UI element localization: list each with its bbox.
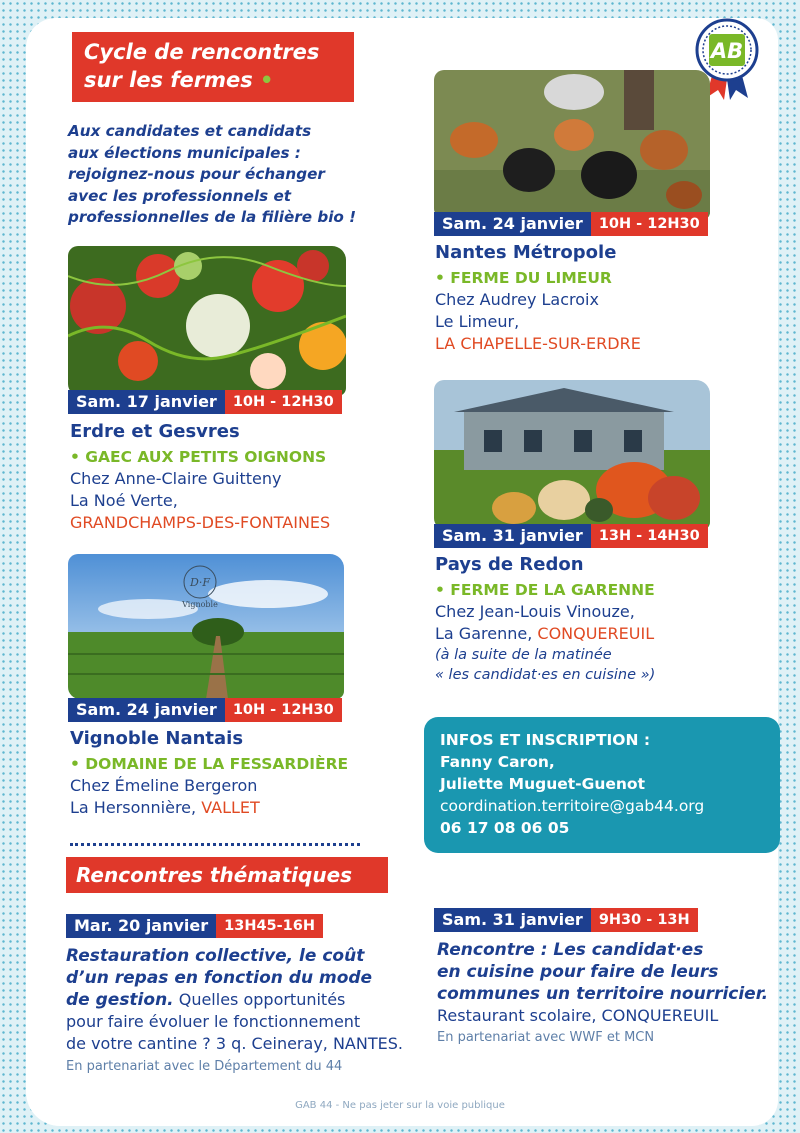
title-line-1: Cycle de rencontres	[84, 40, 320, 64]
event-city: VALLET	[201, 798, 260, 817]
title-line-2: sur les fermes	[84, 68, 253, 92]
vegetables-photo	[68, 246, 346, 396]
event-region: Erdre et Gesvres	[70, 421, 240, 442]
dotted-divider	[70, 843, 360, 846]
theme-date: Mar. 20 janvier	[66, 914, 216, 938]
theme-title-line: d’un repas en fonction du mode	[66, 968, 373, 988]
theme-details	[66, 945, 416, 1076]
theme-date-tag	[66, 914, 323, 938]
theme-mixed-line	[66, 1033, 416, 1055]
theme-title-line: de gestion.	[66, 990, 174, 1010]
event-place-row	[70, 797, 400, 819]
theme-text: Quelles opportunités	[173, 990, 346, 1009]
theme-title-line: Rencontre : Les candidat·es	[437, 940, 704, 960]
theme-mixed-line	[66, 989, 416, 1011]
theme-text: pour faire évoluer le fonctionnement	[66, 1012, 361, 1031]
event-date-tag	[68, 390, 342, 414]
event-date: Sam. 24 janvier	[68, 698, 225, 722]
event-farm: • GAEC AUX PETITS OIGNONS	[70, 448, 327, 466]
event-date: Sam. 24 janvier	[434, 212, 591, 236]
event-note: (à la suite de la matinée	[435, 647, 612, 663]
intro-line: professionnelles de la filière bio !	[68, 208, 357, 226]
event-host: Chez Audrey Lacroix	[435, 290, 599, 309]
theme-time: 13H45-16H	[216, 914, 323, 938]
event-date-tag	[434, 524, 708, 548]
event-time: 13H - 14H30	[591, 524, 708, 548]
theme-text: de votre cantine ?	[66, 1034, 216, 1053]
theme-title-line: communes un territoire nourricier.	[437, 984, 769, 1004]
event-city: CONQUEREUIL	[537, 624, 655, 643]
info-contact-name: Juliette Muguet-Guenot	[440, 775, 645, 793]
event-details	[435, 242, 775, 355]
intro-line: aux élections municipales :	[68, 143, 301, 162]
event-city: GRANDCHAMPS-DES-FONTAINES	[70, 513, 331, 532]
event-date-tag	[434, 212, 708, 236]
chickens-photo	[434, 70, 710, 220]
vineyard-logo-text: Vignoble	[182, 600, 218, 609]
event-host: Chez Anne-Claire Guitteny	[70, 469, 282, 488]
event-date: Sam. 17 janvier	[68, 390, 225, 414]
intro-line: rejoignez-nous pour échanger	[68, 165, 325, 183]
theme-date: Sam. 31 janvier	[434, 908, 591, 932]
event-details	[70, 728, 400, 819]
event-place-row	[435, 623, 775, 645]
svg-text:D·F: D·F	[190, 576, 210, 589]
event-date-tag	[68, 698, 342, 722]
theme-partner: En partenariat avec WWF et MCN	[437, 1030, 655, 1045]
event-farm: • FERME DU LIMEUR	[435, 269, 612, 287]
event-time: 10H - 12H30	[225, 390, 342, 414]
theme-title-line: en cuisine pour faire de leurs	[437, 962, 719, 982]
event-place: La Noé Verte,	[70, 491, 178, 510]
event-place: La Hersonnière,	[70, 798, 197, 817]
event-city: LA CHAPELLE-SUR-ERDRE	[435, 334, 641, 353]
event-region: Vignoble Nantais	[70, 728, 244, 749]
page-title	[72, 32, 354, 102]
theme-title-line: Restauration collective, le coût	[66, 946, 365, 966]
footer-text: GAB 44 - Ne pas jeter sur la voie publique	[295, 1100, 505, 1111]
theme-partner: En partenariat avec le Département du 44	[66, 1059, 343, 1074]
event-farm: • DOMAINE DE LA FESSARDIÈRE	[70, 755, 349, 773]
event-place: La Garenne,	[435, 624, 533, 643]
intro-line: avec les professionnels et	[68, 186, 292, 205]
info-box	[424, 717, 780, 853]
event-date: Sam. 31 janvier	[434, 524, 591, 548]
event-farm: • FERME DE LA GARENNE	[435, 581, 655, 599]
vineyard-photo	[68, 554, 344, 699]
themes-title: Rencontres thématiques	[66, 857, 388, 893]
ab-logo-text: AB	[710, 39, 744, 63]
info-email-link[interactable]: coordination.territoire@gab44.org	[440, 797, 705, 815]
theme-place-row	[437, 1005, 777, 1027]
event-region: Pays de Redon	[435, 554, 584, 575]
theme-place: 3 q. Ceineray, NANTES.	[215, 1034, 403, 1053]
farmhouse-photo	[434, 380, 710, 530]
event-host: Chez Émeline Bergeron	[70, 776, 258, 795]
event-details	[70, 421, 390, 534]
info-title: INFOS ET INSCRIPTION :	[440, 731, 651, 749]
theme-date-tag	[434, 908, 698, 932]
info-phone[interactable]: 06 17 08 06 05	[440, 819, 570, 837]
event-host: Chez Jean-Louis Vinouze,	[435, 602, 635, 621]
event-note: « les candidat·es en cuisine »)	[435, 667, 656, 683]
event-place: Le Limeur,	[435, 312, 520, 331]
theme-time: 9H30 - 13H	[591, 908, 698, 932]
intro-line: Aux candidates et candidats	[68, 122, 312, 140]
theme-details	[437, 939, 777, 1047]
event-region: Nantes Métropole	[435, 242, 617, 263]
event-details	[435, 554, 775, 685]
theme-place: CONQUEREUIL	[601, 1006, 719, 1025]
intro-text	[68, 121, 398, 229]
event-time: 10H - 12H30	[225, 698, 342, 722]
theme-text: Restaurant scolaire,	[437, 1006, 602, 1025]
title-line-2-row	[84, 66, 342, 94]
title-bullet: •	[260, 68, 274, 92]
event-time: 10H - 12H30	[591, 212, 708, 236]
info-contact-name: Fanny Caron,	[440, 753, 555, 771]
